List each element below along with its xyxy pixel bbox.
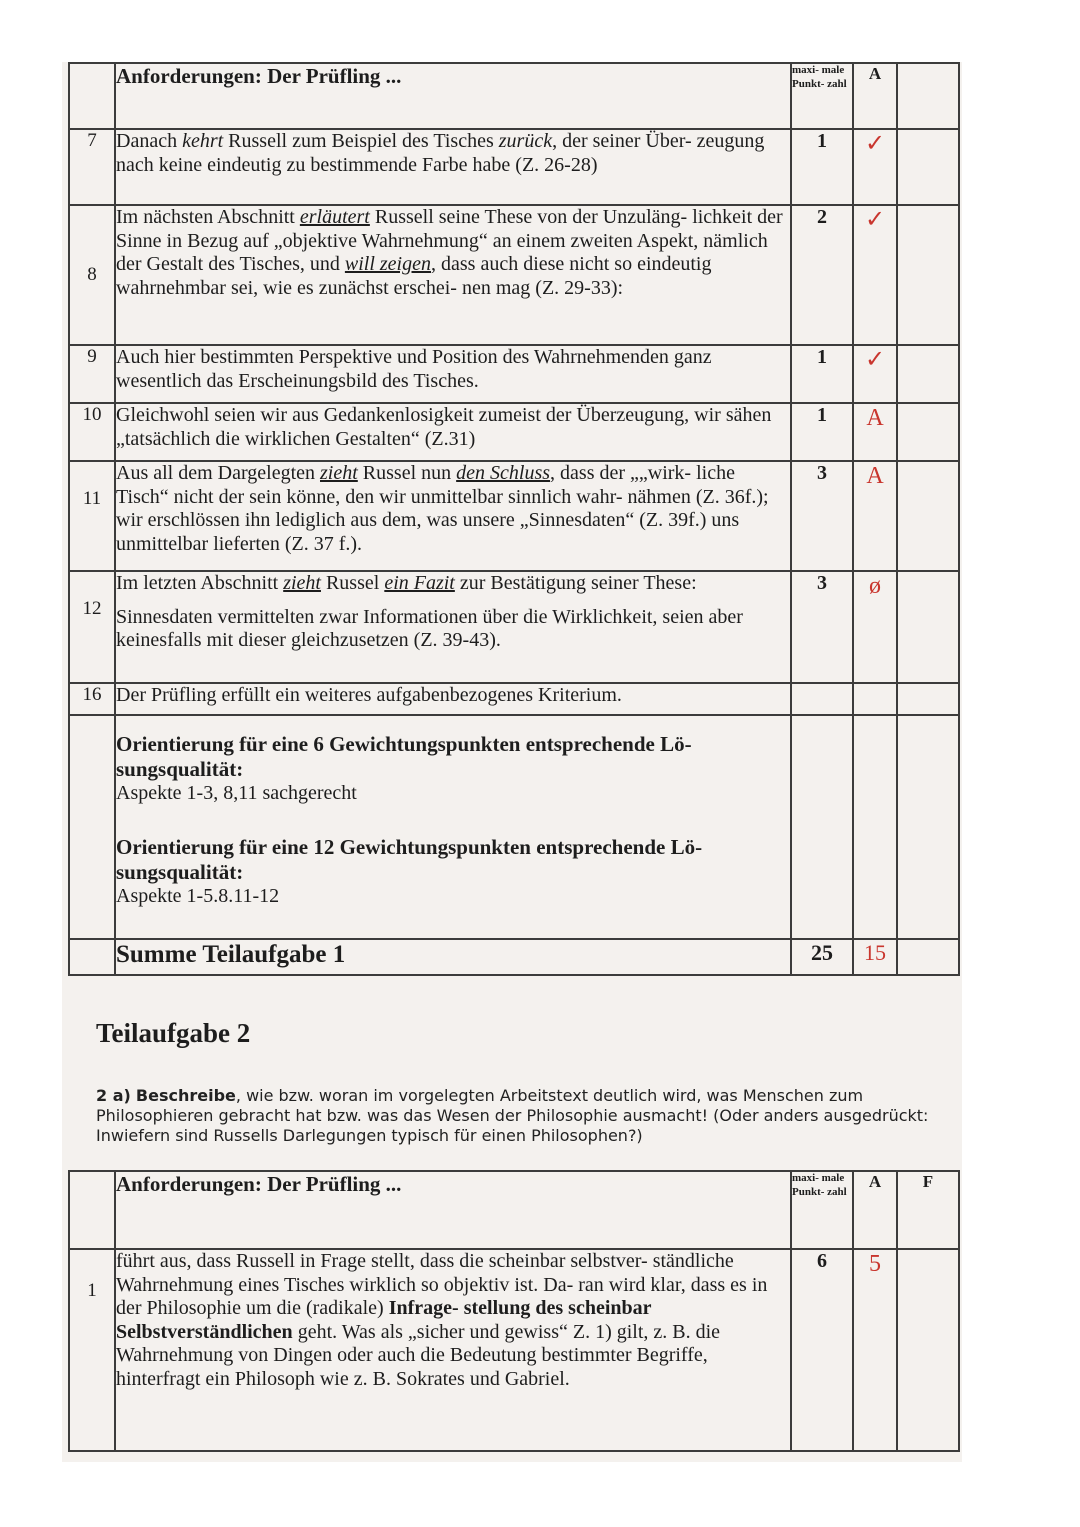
row-number: 9 [69, 345, 115, 403]
requirements-header: Anforderungen: Der Prüfling ... [115, 63, 791, 129]
points-value [791, 683, 853, 715]
row-text-continued: Sinnesdaten vermittelten zwar Informationen über die Wirklichkeit, seien aber keinesfalls mit dieser gleichzusetzen (Z. 39-43). [116, 605, 743, 652]
task-label: 2 a) [96, 1086, 131, 1105]
row-text: führt aus, dass Russell in Frage stellt, dass die scheinbar selbstver- ständliche Wahrnehmung eines Tisches wirklich so objektiv ist. Da- ran wird klar, dass es in der Philosophie um die (radikale) Infrage- stellung des scheinbar Selbstverständlichen geht. Was als „sicher und gewiss“ Z. 1) gilt, z. B. die Wahrnehmung von Dingen oder auch die Bedeutung bestimmter Begriffe, hinterfragt ein Philosoph wie z. B. Sokrates und Gabriel. [115, 1249, 791, 1451]
row-text: Auch hier bestimmten Perspektive und Position des Wahrnehmenden ganz wesentlich das Erscheinungsbild des Tisches. [115, 345, 791, 403]
sum-row [69, 939, 959, 975]
orientation-block [115, 715, 791, 939]
row-number: 12 [69, 571, 115, 683]
points-value: 2 [791, 205, 853, 345]
check-mark-icon: ✓ [853, 205, 897, 345]
table-row [69, 403, 959, 461]
points-value: 3 [791, 461, 853, 571]
row-number: 11 [69, 461, 115, 571]
task-description [96, 1086, 936, 1146]
sum-points: 25 [791, 939, 853, 975]
sum-label: Summe Teilaufgabe 1 [115, 939, 791, 975]
column-a-header: A [853, 63, 897, 129]
grade-mark: A [853, 403, 897, 461]
orientation-text: Aspekte 1-3, 8,11 sachgerecht [116, 781, 357, 804]
check-mark-icon: ✓ [853, 129, 897, 205]
table-row [69, 683, 959, 715]
orientation-row [69, 715, 959, 939]
grade-mark: ø [853, 571, 897, 683]
row-text: Im nächsten Abschnitt erläutert Russell seine These von der Unzuläng- lichkeit der Sinne in Bezug auf „objektive Wahrnehmung“ an einem zweiten Aspekt, nämlich der Gestalt des Tisches, und will zeigen, dass auch diese nicht so eindeutig wahrnehmbar sei, wie es zunächst erschei- nen mag (Z. 29-33): [115, 205, 791, 345]
row-number: 16 [69, 683, 115, 715]
points-value: 1 [791, 129, 853, 205]
points-value: 1 [791, 345, 853, 403]
table-header-row [69, 63, 959, 129]
points-value: 6 [791, 1249, 853, 1451]
check-mark-icon: ✓ [853, 345, 897, 403]
column-a-header: A [853, 1171, 897, 1249]
points-value: 3 [791, 571, 853, 683]
table-row [69, 345, 959, 403]
max-points-header: maxi- male Punkt- zahl [791, 63, 853, 129]
row-number: 10 [69, 403, 115, 461]
section-heading: Teilaufgabe 2 [96, 1018, 251, 1048]
max-points-header: maxi- male Punkt- zahl [791, 1171, 853, 1249]
row-number: 8 [69, 205, 115, 345]
task-text: , wie bzw. woran im vorgelegten Arbeitstext deutlich wird, was Menschen zum Philosophieren gebracht hat bzw. was das Wesen der Philosophie ausmacht! (Oder anders ausgedrückt: Inwiefern sind Russells Darlegungen typisch für einen Philosophen?) [96, 1086, 929, 1145]
grade-mark: 5 [853, 1249, 897, 1451]
row-text: Der Prüfling erfüllt ein weiteres aufgabenbezogenes Kriterium. [115, 683, 791, 715]
orientation-title: Orientierung für eine 6 Gewichtungspunkten entsprechende Lö- sungsqualität: [116, 732, 692, 781]
table-row [69, 1249, 959, 1451]
points-value: 1 [791, 403, 853, 461]
task-verb: Beschreibe [135, 1086, 236, 1105]
orientation-title: Orientierung für eine 12 Gewichtungspunkten entsprechende Lö- sungsqualität: [116, 835, 703, 884]
table-row [69, 205, 959, 345]
row-text: Danach kehrt Russell zum Beispiel des Tisches zurück, der seiner Über- zeugung nach keine eindeutig zu bestimmende Farbe habe (Z. 26-28) [115, 129, 791, 205]
row-number: 7 [69, 129, 115, 205]
row-number: 1 [69, 1249, 115, 1451]
row-text: Aus all dem Dargelegten zieht Russel nun den Schluss, dass der „„wirk- liche Tisch“ nicht der sein könne, den wir unmittelbar sinnlich wahr- nähmen (Z. 36f.); wir erschlössen ihn lediglich aus dem, was unsere „Sinnesdaten“ (Z. 39f.) uns unmittelbar lieferten (Z. 37 f.). [115, 461, 791, 571]
table-row [69, 461, 959, 571]
table-row [69, 571, 959, 683]
column-f-header: F [897, 1171, 959, 1249]
requirements-header: Anforderungen: Der Prüfling ... [115, 1171, 791, 1249]
row-text: Im letzten Abschnitt zieht Russel ein Fazit zur Bestätigung seiner These: Sinnesdaten vermittelten zwar Informationen über die Wirklichkeit, seien aber keinesfalls mit dieser gleichzusetzen (Z. 39-43). [115, 571, 791, 683]
grade-mark [853, 683, 897, 715]
table-header-row [69, 1171, 959, 1249]
row-text: Gleichwohl seien wir aus Gedankenlosigkeit zumeist der Überzeugung, wir sähen „tatsächlich die wirklichen Gestalten“ (Z.31) [115, 403, 791, 461]
orientation-text: Aspekte 1-5.8.11-12 [116, 884, 280, 907]
sum-grade-mark: 15 [853, 939, 897, 975]
criteria-table-2 [68, 1170, 960, 1452]
criteria-table-1 [68, 62, 960, 976]
table-row [69, 129, 959, 205]
grade-mark: A [853, 461, 897, 571]
